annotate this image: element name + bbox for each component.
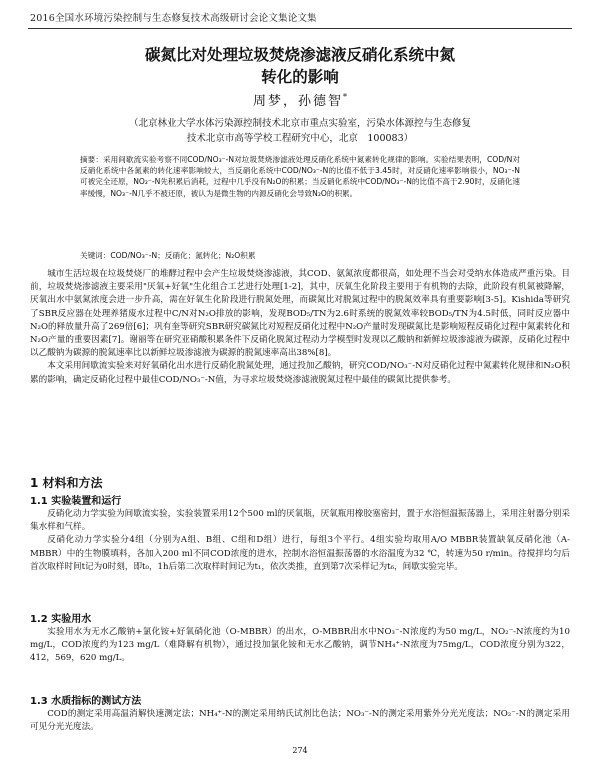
author-names: 周梦，孙德智 <box>252 94 343 109</box>
affiliation-line-2: 技术北京市高等学校工程研究中心，北京 100083） <box>186 133 414 144</box>
body-paragraph: 实验用水为无水乙酸钠+氯化铵+好氧硝化池（O-MBBR）的出水，O-MBBR出水中NO₃⁻-N浓度约为50 mg/L，NO₂⁻-N浓度约为10 mg/L，COD浓度约为123 mg/L（难降解有机物），通过投加氯化铵和无水乙酸钠，调节NH₄⁺-N浓度为75mg/L，COD浓度分别为322，412，569，620 mg/L。 <box>30 627 570 664</box>
corresponding-author-mark: * <box>343 92 347 102</box>
title-line-2: 转化的影响 <box>261 68 339 86</box>
body-paragraph: 反硝化动力学实验为间歇流实验，实验装置采用12个500 ml的厌氧瓶，厌氧瓶用橡胶塞密封，置于水浴恒温振荡器上，采用注射器分别采集水样和气样。 <box>30 509 570 533</box>
intro-paragraph: 城市生活垃圾在垃圾焚烧厂的堆酵过程中会产生垃圾焚烧渗滤液，其COD、氨氮浓度都很高，如处理不当会对受纳水体造成严重污染。目前，垃圾焚烧渗滤液主要采用"厌氧+好氧"生化组合工艺进行处理[1-2]，其中，厌氧生化阶段主要用于有机物的去除，此阶段有机氮被降解，厌氧出水中氨氮浓度会进一步升高，需在好氧生化阶段进行脱氮处理，而碳氮比对脱氮过程中的脱氮效率具有重要影响[3-5]。Kishida等研究了SBR反应器在处理养猪废水过程中C/N对N₂O排放的影响，发现BOD₅/TN为2.6时系统的脱氮效率较BOD₅/TN为4.5时低，同时反应器中N₂O的释放量升高了269倍[6]；巩有奎等研究SBR研究碳氮比对短程反硝化过程中N₂O产量时发现碳氮比是影响短程反硝化过程中氮素转化和N₂O产量的重要因素[7]。谢丽等在研究亚硝酸积累条件下反硝化脱氮过程动力学模型时发现以乙酸钠和新鲜垃圾渗滤液为碳源，反硝化过程中以乙酸钠为碳源的脱氮速率比以新鲜垃圾渗滤液为碳源的脱氮速率高出38%[8]。 <box>30 269 570 359</box>
section-1-heading: 1 材料和方法 <box>30 476 103 490</box>
keywords: 关键词：COD/NO₃⁻-N；反硝化；氮转化；N₂O积累 <box>80 251 256 260</box>
section-1-3-body <box>30 708 570 734</box>
page-number: 274 <box>292 746 308 755</box>
paper-title <box>30 44 570 88</box>
title-line-1: 碳氮比对处理垃圾焚烧渗滤液反硝化系统中氮 <box>144 46 455 64</box>
affiliation <box>100 116 500 146</box>
running-header: 2016全国水环境污染控制与生态修复技术高级研讨会论文集论文集 <box>30 13 317 24</box>
introduction <box>30 268 570 387</box>
section-1-2-body <box>30 626 570 666</box>
body-paragraph: COD的测定采用高温消解快速测定法；NH₄⁺-N的测定采用纳氏试剂比色法；NO₃⁻-N的测定采用紫外分光光度法；NO₂⁻-N的测定采用可见分光光度法。 <box>30 709 570 733</box>
abstract: 摘要：采用间歇流实验考察不同COD/NO₃⁻-N对垃圾焚烧渗滤液处理反硝化系统中氮素转化规律的影响。实验结果表明，COD/N对反硝化系统中各氮素的转化速率影响较大，当反硝化系统中COD/NO₃⁻-N的比值不低于3.45时，对反硝化速率影响很小，NO₃⁻-N可被完全还原，NO₂⁻-N先积累后消耗，过程中几乎没有N₂O的积累；当反硝化系统中COD/NO₃⁻-N的比值不高于2.90时，反硝化速率缓慢，NO₃⁻-N几乎不被还原，被认为是微生物的内源反硝化会导致N₂O的积累。 <box>80 155 520 198</box>
section-1-1-heading: 1.1 实验装置和运行 <box>30 496 122 507</box>
section-1-3-heading: 1.3 水质指标的测试方法 <box>30 696 142 707</box>
header-rule <box>28 28 572 29</box>
authors <box>30 90 570 109</box>
affiliation-line-1: （北京林业大学水体污染源控制技术北京市重点实验室，污染水体源控与生态修复 <box>128 118 471 129</box>
intro-paragraph: 本文采用间歇流实验来对好氧硝化出水进行反硝化脱氮处理，通过投加乙酸钠，研究COD/NO₃⁻-N对反硝化过程中氮素转化规律和N₂O积累的影响，确定反硝化过程中最佳COD/NO₃⁻-N值，为寻求垃圾焚烧渗滤液脱氮过程中最佳的碳氮比提供参考。 <box>30 361 570 385</box>
section-1-2-heading: 1.2 实验用水 <box>30 614 92 625</box>
body-paragraph: 反硝化动力学实验分4组（分别为A组、B组、C组和D组）进行，每组3个平行。4组实验均取用A/O MBBR装置缺氧反硝化池（A-MBBR）中的生物膜填料，各加入200 ml不同COD浓度的进水，控制水浴恒温振荡器的水浴温度为32 ℃，转速为50 r/min。待搅拌均匀后首次取样时间t记为0时刻，即t₀，1h后第二次取样时间记为t₁，依次类推，直到第7次采样记为t₆，间歇实验完毕。 <box>30 535 570 572</box>
section-1-1-body <box>30 508 570 574</box>
